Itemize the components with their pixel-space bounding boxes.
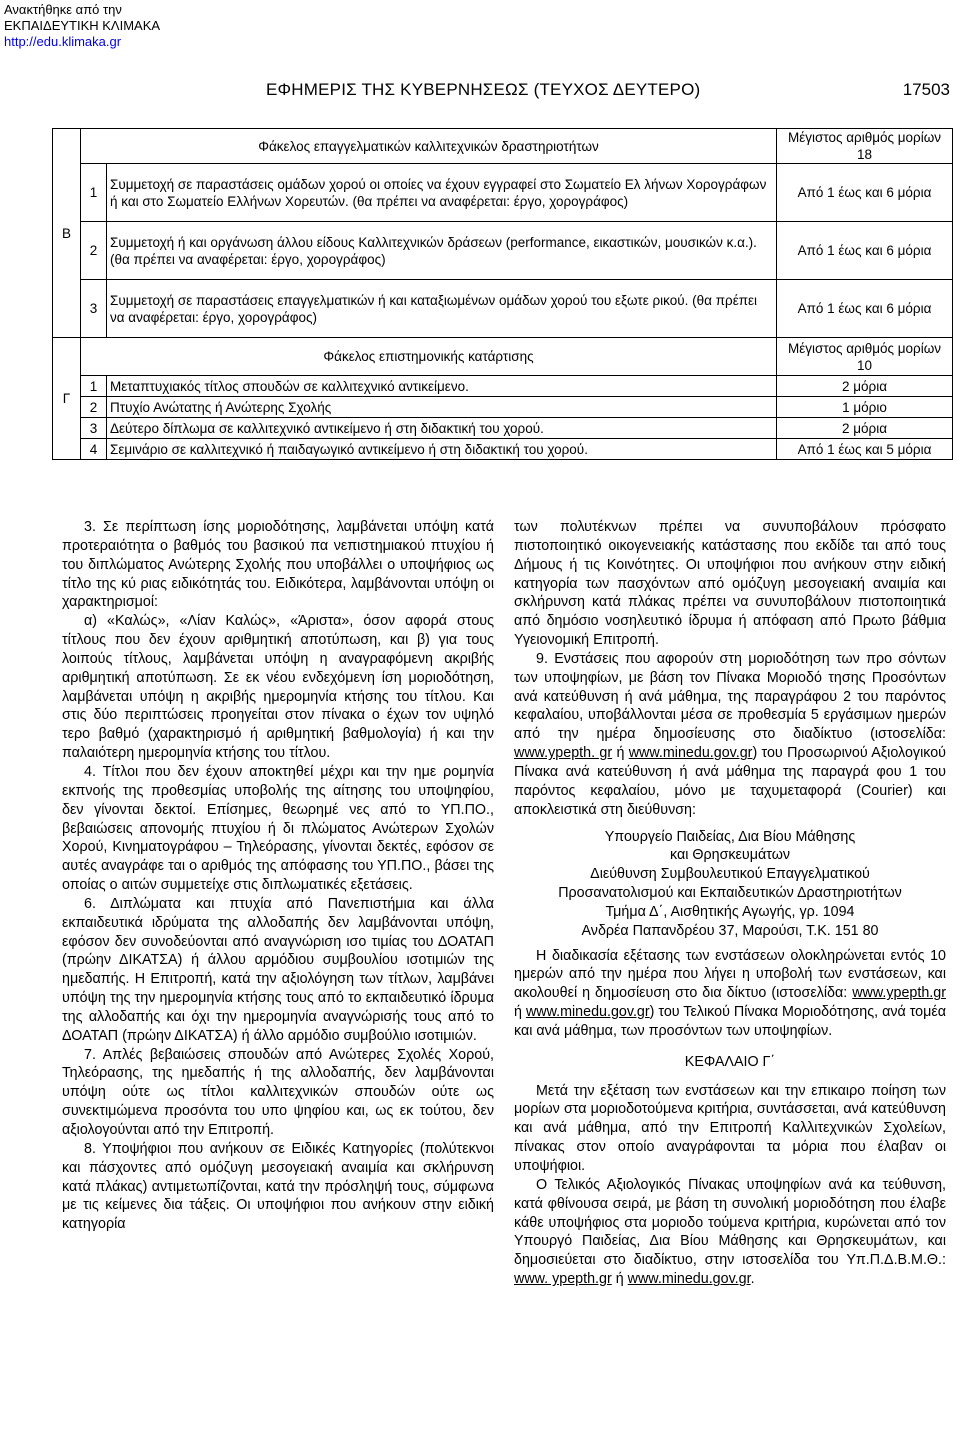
row-number: 2	[81, 222, 107, 280]
paragraph-9-text-end: ) του Προσωρινού Αξιολογικού Πίνακα ανά κατεύθυνση ή ανά μάθημα της παραγρά φου 1 του παρόντος κεφαλαίου, μόνο με ταχυμεταφορά (Courier) και αποκλειστικά στη διεύθυνση:	[514, 745, 946, 818]
folder-title-artistic: Φάκελος επαγγελματικών καλλιτεχνικών δραστηριοτήτων	[81, 129, 777, 164]
source-note	[4, 2, 160, 50]
objections-text-end: ) του Τελικού Πίνακα Μοριοδότησης, ανά τομέα και ανά μάθημα, των προσόντων των υποψηφίων.	[514, 1004, 946, 1039]
row-number: 4	[81, 439, 107, 460]
row-number: 3	[81, 280, 107, 338]
objections-text: Η διαδικασία εξέτασης των ενστάσεων ολοκληρώνεται εντός 10 ημερών από την ημέρα που λήγει η υποβολή των ενστάσεων, και ακολουθεί η δημοσίευση στο δια δίκτυο (ιστοσελίδα:	[514, 947, 946, 1002]
row-points: 2 μόρια	[777, 418, 953, 439]
section-letter-g: Γ	[53, 338, 81, 460]
source-line-2: ΕΚΠΑΙΔΕΥΤΙΚΗ ΚΛΙΜΑΚΑ	[4, 18, 161, 33]
max-points-g: Μέγιστος αριθμός μορίων 10	[777, 338, 953, 376]
paragraph-3: 3. Σε περίπτωση ίσης μοριοδότησης, λαμβάνεται υπόψη κατά προτεραιότητα ο βαθμός του βασικού πα νεπιστημιακού πτυχίου ή του διπλώματος Ανώτερης Σχολής που υποβάλλει ο υποψήφιος ως τίτλο της κύ ριας ειδικότητάς του. Ειδικότερα, λαμβάνονται υπόψη οι χαρακτηρισμοί:	[62, 519, 494, 611]
final-table-text: Ο Τελικός Αξιολογικός Πίνακας υποψηφίων ανά κα τεύθυνση, κατά φθίνουσα σειρά, με βάση τη συνολική μοριοδότηση που έλαβε κάθε υποψήφιος στα μοριοδο τούμενα κριτήρια, κυρώνεται από τον Υπουργό Παιδείας, Δια Βίου Μάθησης και Θρησκευμάτων, και δημοσιεύεται στο διαδίκτυο, στην ιστοσελίδα του Υπ.Π.Δ.Β.Μ.Θ.:	[514, 1176, 946, 1269]
objections-procedure	[514, 947, 946, 1041]
row-points: Από 1 έως και 6 μόρια	[777, 222, 953, 280]
minedu-link[interactable]: www.minedu.gov.gr	[525, 1004, 650, 1021]
minedu-link[interactable]: www.minedu.gov.gr	[627, 1271, 751, 1288]
row-points: Από 1 έως και 5 μόρια	[777, 439, 953, 460]
minedu-link[interactable]: www.minedu.gov.gr	[628, 745, 753, 762]
row-text: Συμμετοχή σε παραστάσεις επαγγελματικών ή και καταξιωμένων ομάδων χορού του εξωτε ρικού. (θα πρέπει να αναφέρεται: έργο, χορογράφος)	[107, 280, 777, 338]
chapter-paragraph-2	[514, 1176, 946, 1289]
table-row	[53, 222, 953, 280]
ypepth-link[interactable]: www.ypepth. gr	[514, 745, 613, 762]
paragraph-7: 7. Απλές βεβαιώσεις σπουδών από Ανώτερες Σχολές Χορού, Τηλεόρασης, της ημεδαπής ή της αλλοδαπής, δεν λαμβάνονται υπόψη ούτε ως τίτλοι καλλιτεχνικών σπουδών ούτε ως συνεκτιμώμενα προσόντα του υπο ψηφίου και, ως εκ τούτου, δεν αξιολογούνται από την Επιτροπή.	[62, 1046, 494, 1138]
address-line: Ανδρέα Παπανδρέου 37, Μαρούσι, Τ.Κ. 151 80	[581, 922, 879, 939]
paragraph-8: 8. Υποψήφιοι που ανήκουν σε Ειδικές Κατηγορίες (πολύτεκνοι και πάσχοντες από ομόζυγη μεσογειακή αναιμία και σκλήρυνση κατά πλάκας) αντιμετωπίζονται, κατά την πρόσληψή τους, σύμφωνα με τις κείμενες δια τάξεις. Οι υποψήφιοι που ανήκουν στην ειδική κατηγορία	[62, 1140, 494, 1233]
gazette-header-title: ΕΦΗΜΕΡΙΣ ΤΗΣ ΚΥΒΕΡΝΗΣΕΩΣ (ΤΕΥΧΟΣ ΔΕΥΤΕΡΟ)	[266, 80, 701, 99]
row-number: 1	[81, 376, 107, 397]
chapter-paragraph-1: Μετά την εξέταση των ενστάσεων και την επικαιρο ποίηση των μορίων στα μοριοδοτούμενα κριτήρια, συντάσσεται, ανά κατεύθυνση και ανά μάθημα, από την Επιτροπή Καλλιτεχνικών Σχολείων, πίνακας στον οποίο αναγράφονται τα μόρια που έλαβαν οι υποψήφιοι.	[514, 1082, 946, 1174]
folder-title-scientific: Φάκελος επιστημονικής κατάρτισης	[81, 338, 777, 376]
paragraph-9-or: ή	[612, 745, 629, 762]
row-text: Συμμετοχή σε παραστάσεις ομάδων χορού οι οποίες να έχουν εγγραφεί στο Σωματείο Ελ λήνων Χορογράφων ή και στο Σωματείο Ελλήνων Χορευτών. (θα πρέπει να αναφέρεται: έργο, χορογράφος)	[107, 164, 777, 222]
final-table-end: .	[750, 1271, 755, 1288]
row-points: 1 μόριο	[777, 397, 953, 418]
objections-or: ή	[514, 1004, 526, 1021]
row-points: Από 1 έως και 6 μόρια	[777, 280, 953, 338]
paragraph-4: 4. Τίτλοι που δεν έχουν αποκτηθεί μέχρι και την ημε ρομηνία εκπνοής της προθεσμίας υποβολής της αίτησης του υποψηφίου, δεν γίνονται δεκτοί. Επίσημες, θεωρημέ νες από το ΥΠ.ΠΟ., βεβαιώσεις απονομής πτυχίου ή δι πλώματος Ανώτερων Σχολών Χορού, Κινηματογράφου – Τηλεόρασης, γίνονται δεκτές, εφόσον σε αυτές αναγράφε ται ο αριθμός της απόφασης του ΥΠ.ΠΟ., βάσει της οποίας ο αιτών συμμετείχε στις διπλωματικές εξετάσεις.	[62, 763, 494, 894]
section-letter-b: Β	[53, 129, 81, 338]
row-points: Από 1 έως και 6 μόρια	[777, 164, 953, 222]
row-text: Πτυχίο Ανώτατης ή Ανώτερης Σχολής	[107, 397, 777, 418]
table-row	[53, 280, 953, 338]
row-number: 1	[81, 164, 107, 222]
table-row	[53, 397, 953, 418]
paragraph-3-cases: α) «Καλώς», «Λίαν Καλώς», «Άριστα», όσον αφορά στους τίτλους που δεν έχουν αριθμητική αποτύπωση, και β) για τους λοιπούς τίτλους, λαμβάνεται υπόψη η αναγραφόμενη ακριβής αριθμητική αποτύπωση. Σε εκ νέου ενδεχόμενη ίση μοριοδότηση, λαμβάνεται υπόψη η ακριβής ημερομηνία κτήσης του τίτλου. Και στις δύο περιπτώσεις προηγείται στον πίνακα ο έχων τον υψηλό τερο βαθμό (χαρακτηρισμό ή αριθμητική βαθμολογία) ή και την παλαιότερη ημερομηνία κτήσης του τίτλου.	[62, 613, 494, 762]
row-number: 3	[81, 418, 107, 439]
right-column	[514, 518, 946, 1289]
paragraph-9-text: 9. Ενστάσεις που αφορούν στη μοριοδότηση των προ σόντων των υποψηφίων, με βάση τον Πίνακα Μοριοδό τησης Προσόντων ανά κατεύθυνση ή ανά μάθημα, της παραγράφου 2 του παρόντος κεφαλαίου, υποβάλλονται μέσα σε προθεσμία 5 εργάσιμων ημερών από την ημέρα δημοσίευσης στο διαδίκτυο (ιστοσελίδα:	[514, 650, 946, 743]
row-text: Μεταπτυχιακός τίτλος σπουδών σε καλλιτεχνικό αντικείμενο.	[107, 376, 777, 397]
table-row	[53, 376, 953, 397]
row-number: 2	[81, 397, 107, 418]
ypepth-link[interactable]: www. ypepth.gr	[514, 1271, 612, 1288]
row-text: Συμμετοχή ή και οργάνωση άλλου είδους Καλλιτεχνικών δράσεων (performance, εικαστικών, μουσικών κ.α.). (θα πρέπει να αναφέρεται: έργο, χορογράφος)	[107, 222, 777, 280]
address-line: Διεύθυνση Συμβουλευτικού Επαγγελματικού	[590, 866, 870, 883]
ministry-address	[514, 828, 946, 941]
row-text: Σεμινάριο σε καλλιτεχνικό ή παιδαγωγικό αντικείμενο ή στη διδακτική του χορού.	[107, 439, 777, 460]
paragraph-9	[514, 650, 946, 820]
address-line: Προσανατολισμού και Εκπαιδευτικών Δραστηριοτήτων	[558, 885, 902, 902]
table-row	[53, 439, 953, 460]
max-points-b: Μέγιστος αριθμός μορίων 18	[777, 129, 953, 164]
address-line: Υπουργείο Παιδείας, Δια Βίου Μάθησης	[604, 828, 856, 845]
paragraph-6: 6. Διπλώματα και πτυχία από Πανεπιστήμια και άλλα εκπαιδευτικά ιδρύματα της αλλοδαπής δεν λαμβάνονται υπόψη, εφόσον δεν συνοδεύονται από αναγνώριση ισο τιμίας του ΔΟΑΤΑΠ (πρώην ΔΙΚΑΤΣΑ) ή άλλου αρμόδιου συμβουλίου ισοτιμιών της ημεδαπής. Η Επιτροπή, κατά την αξιολόγηση των τίτλων, λαμβάνει υπόψη της την ημερομηνία κτήσης τους από το εκπαιδευτικό ίδρυμα της αλλοδαπής και όχι την ημερομηνία αναγνώρισής τους από το ΔΟΑΤΑΠ (πρώην ΔΙΚΑΤΣΑ) ή άλλο αρμόδιο συμβούλιο ισοτιμιών.	[62, 895, 494, 1044]
page-number: 17503	[902, 80, 950, 99]
final-table-or: ή	[611, 1271, 628, 1288]
row-points: 2 μόρια	[777, 376, 953, 397]
paragraph-8-continued: των πολυτέκνων πρέπει να συνυποβάλουν πρόσφατο πιστοποιητικό οικογενειακής κατάστασης που εκδίδε ται από τους Δήμους ή τις Κοινότητες. Οι υποψήφιοι που ανήκουν στην ειδική κατηγορία των πασχόντων από ομόζυγη μεσογειακή αναιμία και σκλήρυνση κατά πλάκας πρέπει να συνυποβάλουν πιστοποιητικά από δημόσιο νοσηλευτικό ίδρυμα ή απόφαση από Πρωτο βάθμια Υγειονομική Επιτροπή.	[514, 519, 946, 649]
source-line-1: Ανακτήθηκε από την	[4, 2, 122, 17]
table-row	[53, 164, 953, 222]
left-column	[62, 518, 494, 1234]
chapter-heading: ΚΕΦΑΛΑΙΟ Γ΄	[684, 1053, 776, 1070]
address-line: και Θρησκευμάτων	[669, 847, 790, 864]
address-line: Τμήμα Δ΄, Αισθητικής Αγωγής, γρ. 1094	[605, 903, 855, 920]
points-table	[52, 128, 953, 460]
ypepth-link[interactable]: www.ypepth.gr	[852, 985, 946, 1002]
table-row	[53, 418, 953, 439]
row-text: Δεύτερο δίπλωμα σε καλλιτεχνικό αντικείμενο ή στη διδακτική του χορού.	[107, 418, 777, 439]
source-link[interactable]: http://edu.klimaka.gr	[4, 34, 122, 49]
